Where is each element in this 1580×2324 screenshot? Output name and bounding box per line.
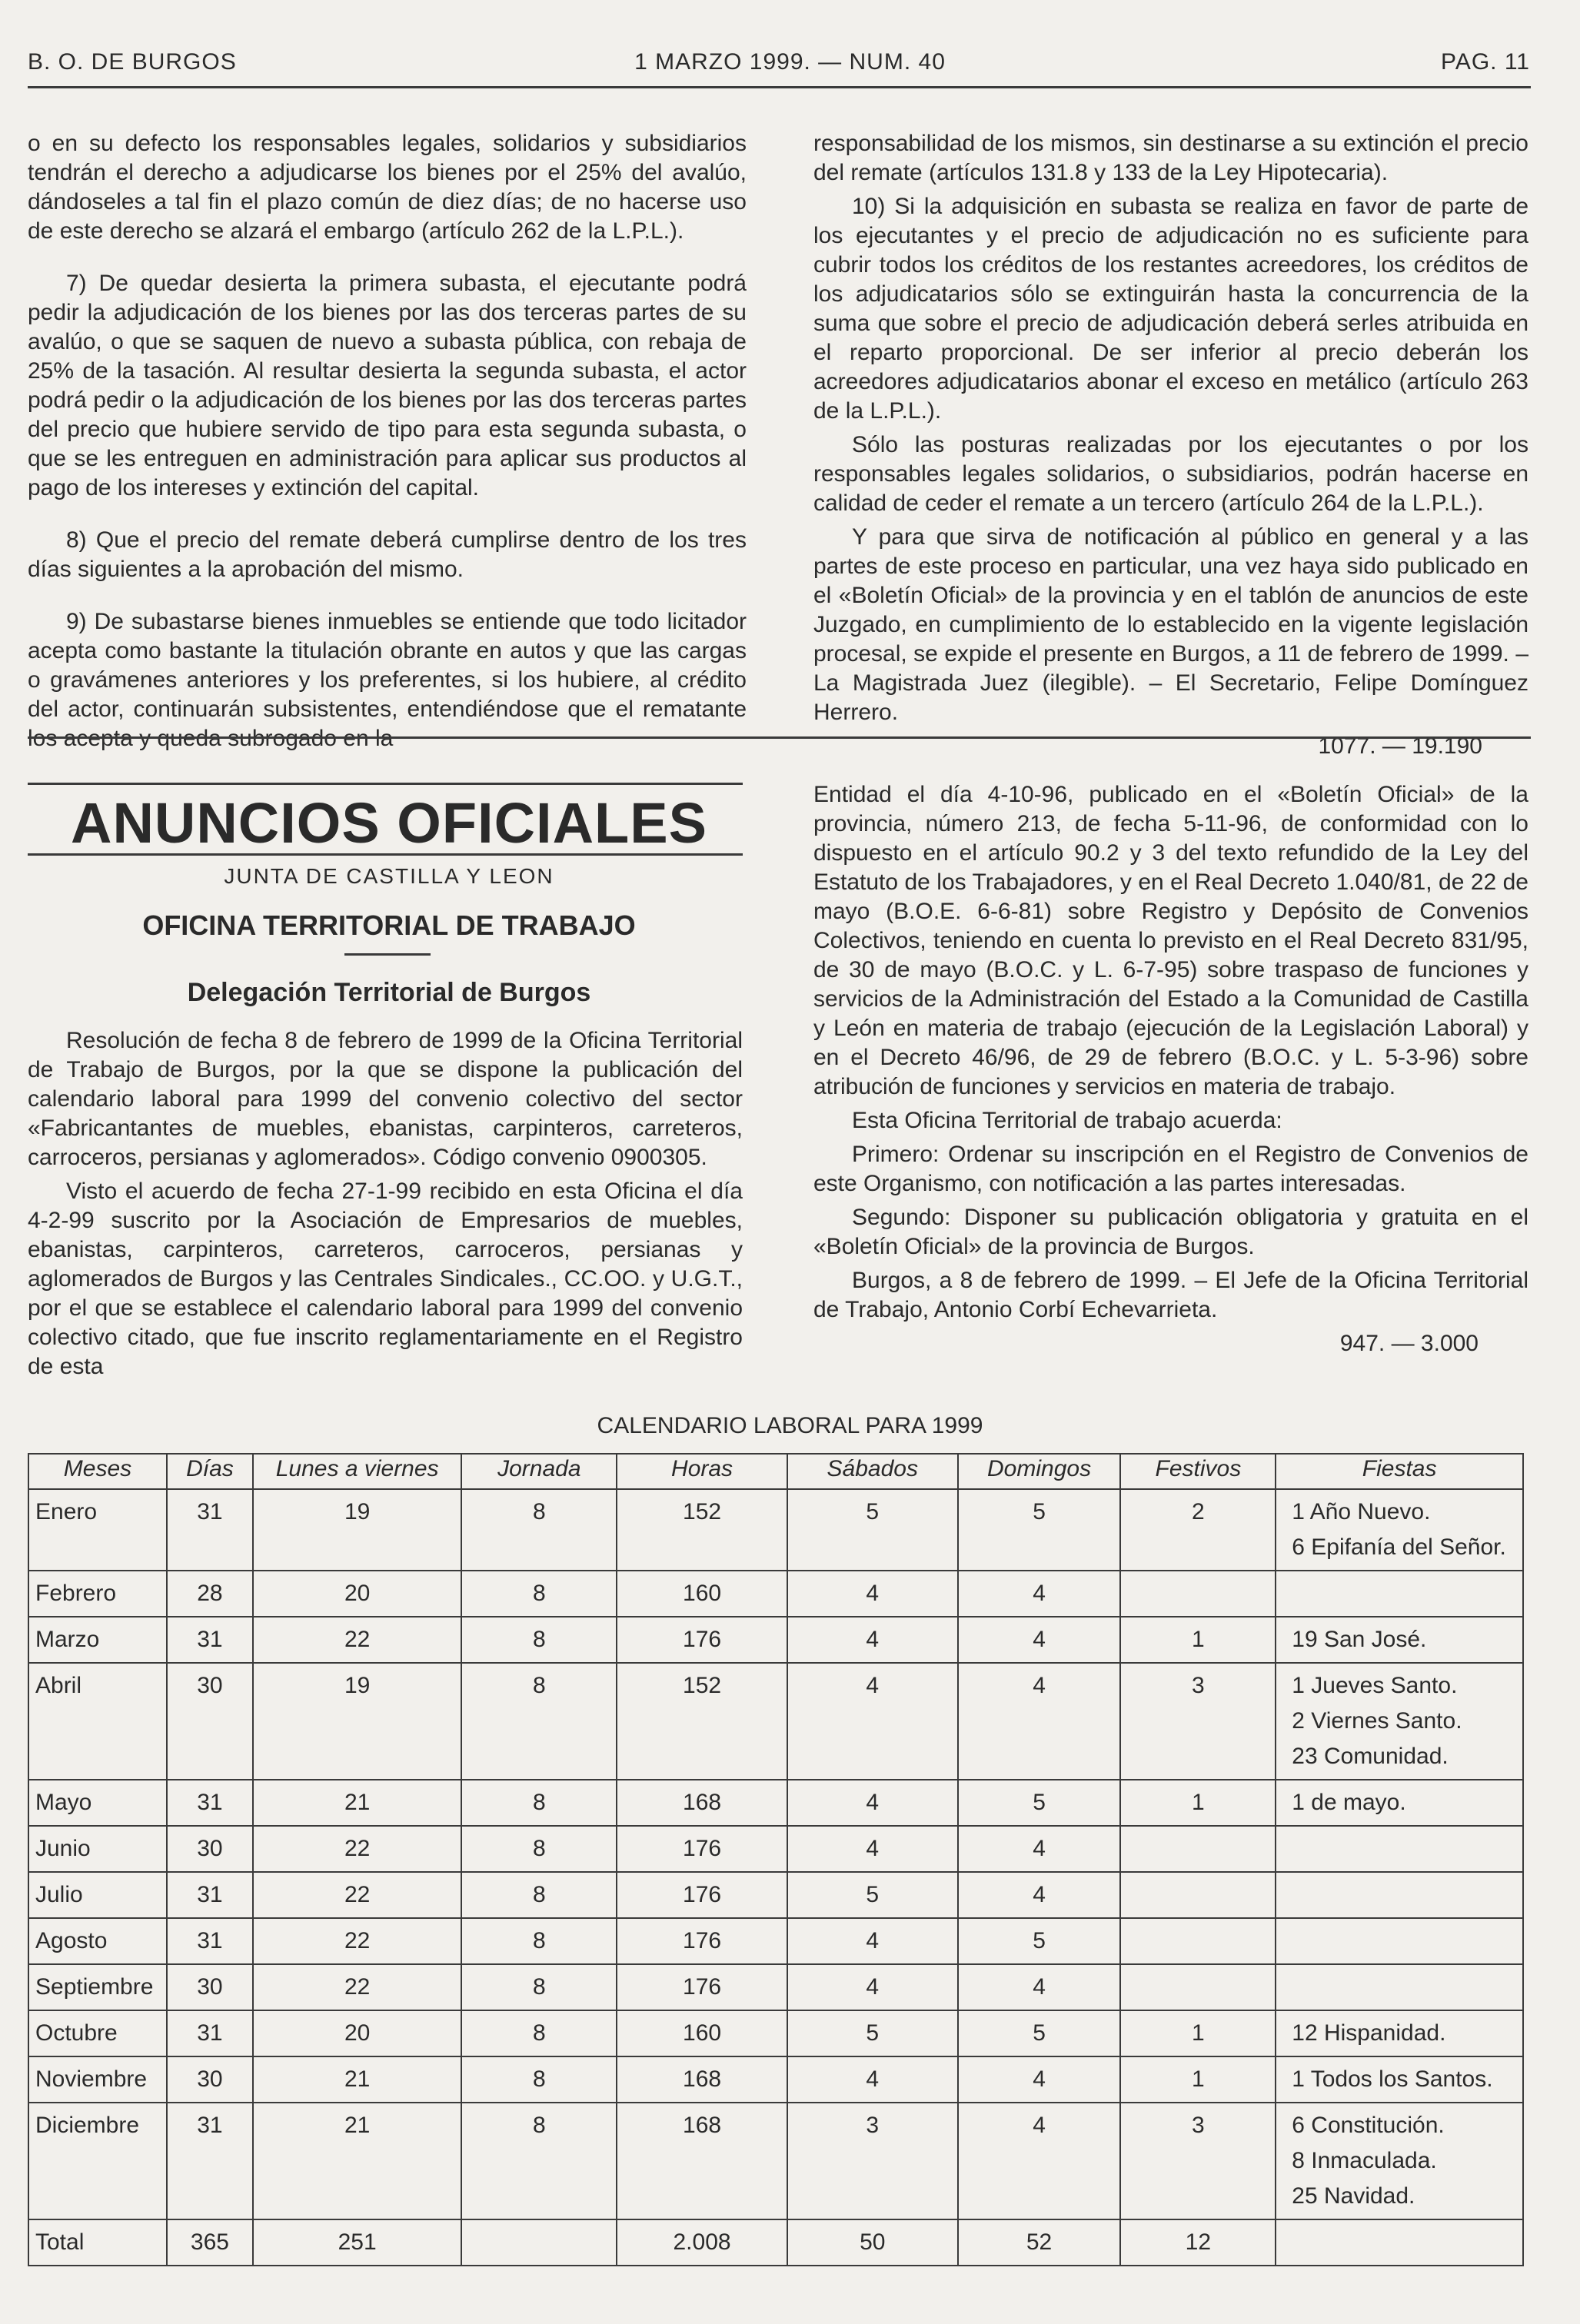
table-cell-fiestas xyxy=(1276,2010,1523,2056)
table-cell-mes: Agosto xyxy=(28,1918,167,1964)
table-cell-sab: 4 xyxy=(787,2056,958,2103)
paragraph: Sólo las posturas realizadas por los ejecutantes o por los responsables legales solidarios, o subsidiarios, podrán hacerse en calidad de ceder el remate a un tercero (artículo 264 de la L.P.L.). xyxy=(813,432,1528,516)
column-header: Festivos xyxy=(1120,1454,1276,1489)
table-cell-mes: Junio xyxy=(28,1826,167,1872)
table-cell-dias: 31 xyxy=(167,1918,253,1964)
holiday-entry: 12 Hispanidad. xyxy=(1292,2020,1446,2046)
table-row xyxy=(28,1489,1523,1571)
paragraph: Esta Oficina Territorial de trabajo acuerda: xyxy=(852,1108,1282,1133)
table-cell-horas: 160 xyxy=(617,1571,787,1617)
table-cell-horas: 160 xyxy=(617,2010,787,2056)
table-cell-sab: 4 xyxy=(787,1617,958,1663)
paragraph: Visto el acuerdo de fecha 27-1-99 recibido en esta Oficina el día 4-2-99 suscrito por la Asociación de Empresarios de muebles, ebanistas, carpinteros, carreteros, carroceros, persianas y aglomerados de Burgos y las Centrales Sindicales., CC.OO. y U.G.T., por el que se establece el calendario laboral para 1999 del convenio colectivo citado, que fue inscrito reglamentariamente en el Registro de esta xyxy=(28,1179,743,1379)
holiday-entry: 1 Año Nuevo. xyxy=(1292,1499,1431,1524)
calendar-title: CALENDARIO LABORAL PARA 1999 xyxy=(597,1413,983,1438)
table-cell-horas: 176 xyxy=(617,1826,787,1872)
table-cell-mes: Julio xyxy=(28,1872,167,1918)
table-row xyxy=(28,1663,1523,1780)
table-cell-sab: 5 xyxy=(787,1489,958,1571)
table-cell-fiestas xyxy=(1276,1489,1523,1571)
table-cell-jornada xyxy=(461,2219,617,2266)
table-cell-dom: 4 xyxy=(958,1617,1121,1663)
reference-number: 947. — 3.000 xyxy=(1339,1331,1479,1356)
table-cell-fiestas xyxy=(1276,1663,1523,1780)
table-cell-horas: 168 xyxy=(617,2056,787,2103)
table-cell-lv: 21 xyxy=(253,1780,462,1826)
calendar-table xyxy=(28,1453,1524,2266)
calendar-header-row xyxy=(28,1454,1523,1489)
column-header: Sábados xyxy=(787,1454,958,1489)
table-cell-sab: 5 xyxy=(787,2010,958,2056)
table-cell-mes: Diciembre xyxy=(28,2103,167,2219)
table-cell-sab: 4 xyxy=(787,1571,958,1617)
table-cell-sab: 4 xyxy=(787,1826,958,1872)
table-cell-fiestas xyxy=(1276,1617,1523,1663)
paragraph: 10) Si la adquisición en subasta se realiza en favor de parte de los ejecutantes y el precio de adjudicación no es suficiente para cubrir todos los créditos de los restantes acreedores, los créditos de los adjudicatarios sólo se extinguirán hasta la concurrencia de la suma que sobre el precio de adjudicación deberá serles atribuida en el reparto proporcional. De ser inferior al precio deberán los acreedores adjudicatarios abonar el exceso en metálico (artículo 263 de la L.P.L.). xyxy=(813,194,1528,424)
holiday-entry: 8 Inmaculada. xyxy=(1292,2148,1437,2173)
table-cell-dom: 4 xyxy=(958,1663,1121,1780)
table-cell-dias: 31 xyxy=(167,1617,253,1663)
table-cell-horas: 176 xyxy=(617,1617,787,1663)
paragraph: Y para que sirva de notificación al público en general y a las partes de este proceso en particular, una vez haya sido publicado en el «Boletín Oficial» de la provincia y en el tablón de anuncios de este Juzgado, en cumplimiento de lo establecido en la vigente legislación procesal, se expide el presente en Burgos, a 11 de febrero de 1999. – La Magistrada Juez (ilegible). – El Secretario, Felipe Domínguez Herrero. xyxy=(813,524,1528,725)
table-cell-dom: 4 xyxy=(958,1826,1121,1872)
table-cell-mes: Octubre xyxy=(28,2010,167,2056)
table-cell-fest xyxy=(1120,1918,1276,1964)
table-cell-sab: 5 xyxy=(787,1872,958,1918)
table-cell-fiestas xyxy=(1276,2103,1523,2219)
table-cell-mes: Noviembre xyxy=(28,2056,167,2103)
table-row xyxy=(28,2219,1523,2266)
table-cell-sab: 4 xyxy=(787,1964,958,2010)
paragraph: 7) De quedar desierta la primera subasta, el ejecutante podrá pedir la adjudicación de los bienes por las dos terceras partes de su avalúo, o que se saquen de nuevo a subasta pública, con rebaja de 25% de la tasación. Al resultar desierta la segunda subasta, el actor podrá pedir o la adjudicación de los bienes por las dos terceras partes del precio que hubiere servido de tipo para esta segunda subasta, o que se les entreguen en administración para aplicar sus productos al pago de los intereses y extinción del capital. xyxy=(28,271,747,500)
table-cell-lv: 22 xyxy=(253,1918,462,1964)
table-cell-lv: 19 xyxy=(253,1663,462,1780)
table-cell-jornada: 8 xyxy=(461,2010,617,2056)
table-cell-fiestas xyxy=(1276,2219,1523,2266)
table-cell-dias: 31 xyxy=(167,2010,253,2056)
table-cell-jornada: 8 xyxy=(461,1780,617,1826)
paragraph: Resolución de fecha 8 de febrero de 1999 de la Oficina Territorial de Trabajo de Burgos, por la que se dispone la publicación del calendario laboral para 1999 del convenio colectivo del sector «Fabricantantes de muebles, ebanistas, carpinteros, carreteros, carroceros, persianas y aglomerados». Código convenio 0900305. xyxy=(28,1028,743,1170)
holiday-entry: 6 Constitución. xyxy=(1292,2113,1445,2138)
table-cell-fest: 12 xyxy=(1120,2219,1276,2266)
table-cell-fest: 1 xyxy=(1120,1617,1276,1663)
section-title: ANUNCIOS OFICIALES xyxy=(71,791,707,855)
table-cell-sab: 4 xyxy=(787,1663,958,1780)
table-cell-fest xyxy=(1120,1964,1276,2010)
table-cell-horas: 176 xyxy=(617,1872,787,1918)
table-cell-dom: 4 xyxy=(958,1872,1121,1918)
table-cell-fiestas xyxy=(1276,1918,1523,1964)
title-rule-top xyxy=(28,783,743,785)
table-cell-jornada: 8 xyxy=(461,2103,617,2219)
bottom-right-column xyxy=(813,780,1528,1363)
table-cell-dias: 30 xyxy=(167,1964,253,2010)
table-cell-sab: 50 xyxy=(787,2219,958,2266)
office-rule xyxy=(344,953,431,956)
table-cell-jornada: 8 xyxy=(461,2056,617,2103)
holiday-entry: 6 Epifanía del Señor. xyxy=(1292,1534,1506,1560)
table-cell-jornada: 8 xyxy=(461,1489,617,1571)
holiday-entry: 2 Viernes Santo. xyxy=(1292,1708,1462,1734)
table-cell-dias: 30 xyxy=(167,1663,253,1780)
column-header: Domingos xyxy=(958,1454,1121,1489)
table-cell-dom: 4 xyxy=(958,1964,1121,2010)
header-rule xyxy=(28,86,1531,88)
paragraph: responsabilidad de los mismos, sin destinarse a su extinción el precio del remate (artículos 131.8 y 133 de la Ley Hipotecaria). xyxy=(813,131,1528,185)
table-cell-dom: 4 xyxy=(958,1571,1121,1617)
table-cell-dias: 365 xyxy=(167,2219,253,2266)
reference-number: 1077. — 19.190 xyxy=(1318,733,1482,759)
table-cell-mes: Enero xyxy=(28,1489,167,1571)
table-cell-jornada: 8 xyxy=(461,1663,617,1780)
column-header: Fiestas xyxy=(1276,1454,1523,1489)
header-publication: B. O. DE BURGOS xyxy=(28,49,237,75)
table-cell-horas: 152 xyxy=(617,1663,787,1780)
table-cell-horas: 2.008 xyxy=(617,2219,787,2266)
table-cell-horas: 168 xyxy=(617,1780,787,1826)
table-cell-lv: 22 xyxy=(253,1617,462,1663)
table-cell-fiestas xyxy=(1276,1872,1523,1918)
table-row xyxy=(28,1872,1523,1918)
table-cell-dias: 31 xyxy=(167,1489,253,1571)
table-cell-fest: 3 xyxy=(1120,2103,1276,2219)
table-cell-lv: 251 xyxy=(253,2219,462,2266)
paragraph: Segundo: Disponer su publicación obligatoria y gratuita en el «Boletín Oficial» de la provincia de Burgos. xyxy=(813,1205,1528,1259)
column-header: Días xyxy=(167,1454,253,1489)
paragraph: 9) De subastarse bienes inmuebles se entiende que todo licitador acepta como bastante la titulación obrante en autos y que las cargas o gravámenes anteriores y los preferentes, si los hubiere, al crédito del actor, continuarán subsistentes, entendiéndose que el rematante los acepta y queda subrogado en la xyxy=(28,609,747,751)
organization-name: JUNTA DE CASTILLA Y LEON xyxy=(224,864,554,888)
table-cell-jornada: 8 xyxy=(461,1571,617,1617)
table-row xyxy=(28,2103,1523,2219)
table-cell-fiestas xyxy=(1276,1571,1523,1617)
table-cell-horas: 168 xyxy=(617,2103,787,2219)
table-row xyxy=(28,1964,1523,2010)
table-row xyxy=(28,1571,1523,1617)
table-cell-dom: 4 xyxy=(958,2103,1121,2219)
paragraph: o en su defecto los responsables legales, solidarios y subsidiarios tendrán el derecho a adjudicarse los bienes por el 25% del avalúo, dándoseles a tal fin el plazo común de diez días; de no hacerse uso de este derecho se alzará el embargo (artículo 262 de la L.P.L.). xyxy=(28,131,747,244)
table-cell-fest: 3 xyxy=(1120,1663,1276,1780)
title-rule-bottom xyxy=(28,853,743,856)
table-row xyxy=(28,2056,1523,2103)
table-cell-sab: 3 xyxy=(787,2103,958,2219)
table-row xyxy=(28,1826,1523,1872)
table-cell-jornada: 8 xyxy=(461,1617,617,1663)
table-cell-jornada: 8 xyxy=(461,1918,617,1964)
table-cell-mes: Septiembre xyxy=(28,1964,167,2010)
header-page-number: PAG. 11 xyxy=(1441,49,1530,75)
table-row xyxy=(28,2010,1523,2056)
table-cell-lv: 22 xyxy=(253,1964,462,2010)
top-left-column xyxy=(28,129,747,758)
table-row xyxy=(28,1780,1523,1826)
section-divider xyxy=(28,736,1531,739)
top-right-column xyxy=(813,129,1528,766)
table-cell-mes: Marzo xyxy=(28,1617,167,1663)
column-header: Horas xyxy=(617,1454,787,1489)
table-cell-fiestas xyxy=(1276,1826,1523,1872)
column-header: Lunes a viernes xyxy=(253,1454,462,1489)
column-header: Jornada xyxy=(461,1454,617,1489)
table-cell-dom: 5 xyxy=(958,1780,1121,1826)
table-cell-fiestas xyxy=(1276,2056,1523,2103)
paragraph: Primero: Ordenar su inscripción en el Registro de Convenios de este Organismo, con notificación a las partes interesadas. xyxy=(813,1142,1528,1196)
office-name: OFICINA TERRITORIAL DE TRABAJO xyxy=(142,909,636,941)
table-cell-horas: 176 xyxy=(617,1964,787,2010)
table-cell-fiestas xyxy=(1276,1964,1523,2010)
table-cell-dom: 5 xyxy=(958,1918,1121,1964)
table-cell-fest xyxy=(1120,1872,1276,1918)
holiday-entry: 25 Navidad. xyxy=(1292,2183,1415,2209)
table-cell-jornada: 8 xyxy=(461,1872,617,1918)
table-cell-sab: 4 xyxy=(787,1918,958,1964)
table-cell-horas: 176 xyxy=(617,1918,787,1964)
table-cell-dom: 52 xyxy=(958,2219,1121,2266)
table-cell-fest xyxy=(1120,1571,1276,1617)
table-cell-fest xyxy=(1120,1826,1276,1872)
table-cell-mes: Abril xyxy=(28,1663,167,1780)
table-cell-jornada: 8 xyxy=(461,1826,617,1872)
table-cell-dom: 4 xyxy=(958,2056,1121,2103)
table-cell-dias: 31 xyxy=(167,1780,253,1826)
paragraph: Entidad el día 4-10-96, publicado en el «Boletín Oficial» de la provincia, número 213, de fecha 5-11-96, de conformidad con lo dispuesto en el artículo 90.2 y 3 del texto refundido de la Ley del Estatuto de los Trabajadores, y en el Real Decreto 1.040/81, de 22 de mayo (B.O.E. 6-6-81) sobre Registro y Depósito de Convenios Colectivos, teniendo en cuenta lo previsto en el Real Decreto 831/95, de 30 de mayo (B.O.C. y L. 6-7-95) sobre traspaso de funciones y servicios de la Administración del Estado a la Comunidad de Castilla y León en materia de trabajo (ejecución de la Legislación Laboral) y en el Decreto 46/96, de 29 de febrero (B.O.C. y L. 5-3-96) sobre atribución de funciones y servicios en materia de trabajo. xyxy=(813,782,1528,1099)
table-row xyxy=(28,1617,1523,1663)
table-row xyxy=(28,1918,1523,1964)
table-cell-mes: Mayo xyxy=(28,1780,167,1826)
holiday-entry: 19 San José. xyxy=(1292,1627,1427,1652)
table-cell-lv: 22 xyxy=(253,1872,462,1918)
column-header: Meses xyxy=(28,1454,167,1489)
table-cell-fest: 1 xyxy=(1120,2056,1276,2103)
table-cell-lv: 20 xyxy=(253,2010,462,2056)
holiday-entry: 1 de mayo. xyxy=(1292,1790,1406,1815)
table-cell-lv: 19 xyxy=(253,1489,462,1571)
table-cell-dias: 31 xyxy=(167,1872,253,1918)
table-cell-jornada: 8 xyxy=(461,1964,617,2010)
holiday-entry: 23 Comunidad. xyxy=(1292,1744,1449,1769)
holiday-entry: 1 Todos los Santos. xyxy=(1292,2066,1493,2092)
table-cell-lv: 20 xyxy=(253,1571,462,1617)
table-cell-dom: 5 xyxy=(958,1489,1121,1571)
table-cell-fiestas xyxy=(1276,1780,1523,1826)
header-date-number: 1 MARZO 1999. — NUM. 40 xyxy=(634,49,946,75)
delegation-name: Delegación Territorial de Burgos xyxy=(187,978,591,1007)
table-cell-sab: 4 xyxy=(787,1780,958,1826)
table-cell-dom: 5 xyxy=(958,2010,1121,2056)
bottom-left-column xyxy=(28,1026,743,1386)
table-cell-dias: 30 xyxy=(167,2056,253,2103)
table-cell-dias: 28 xyxy=(167,1571,253,1617)
table-cell-dias: 30 xyxy=(167,1826,253,1872)
table-cell-mes: Total xyxy=(28,2219,167,2266)
table-cell-horas: 152 xyxy=(617,1489,787,1571)
table-cell-fest: 2 xyxy=(1120,1489,1276,1571)
table-cell-fest: 1 xyxy=(1120,1780,1276,1826)
calendar-body xyxy=(28,1489,1523,2266)
paragraph: 8) Que el precio del remate deberá cumplirse dentro de los tres días siguientes a la aprobación del mismo. xyxy=(28,527,747,582)
table-cell-dias: 31 xyxy=(167,2103,253,2219)
paragraph: Burgos, a 8 de febrero de 1999. – El Jefe de la Oficina Territorial de Trabajo, Antonio Corbí Echevarrieta. xyxy=(813,1268,1528,1322)
holiday-entry: 1 Jueves Santo. xyxy=(1292,1673,1458,1698)
table-cell-lv: 21 xyxy=(253,2056,462,2103)
table-cell-mes: Febrero xyxy=(28,1571,167,1617)
table-cell-lv: 21 xyxy=(253,2103,462,2219)
table-cell-fest: 1 xyxy=(1120,2010,1276,2056)
table-cell-lv: 22 xyxy=(253,1826,462,1872)
